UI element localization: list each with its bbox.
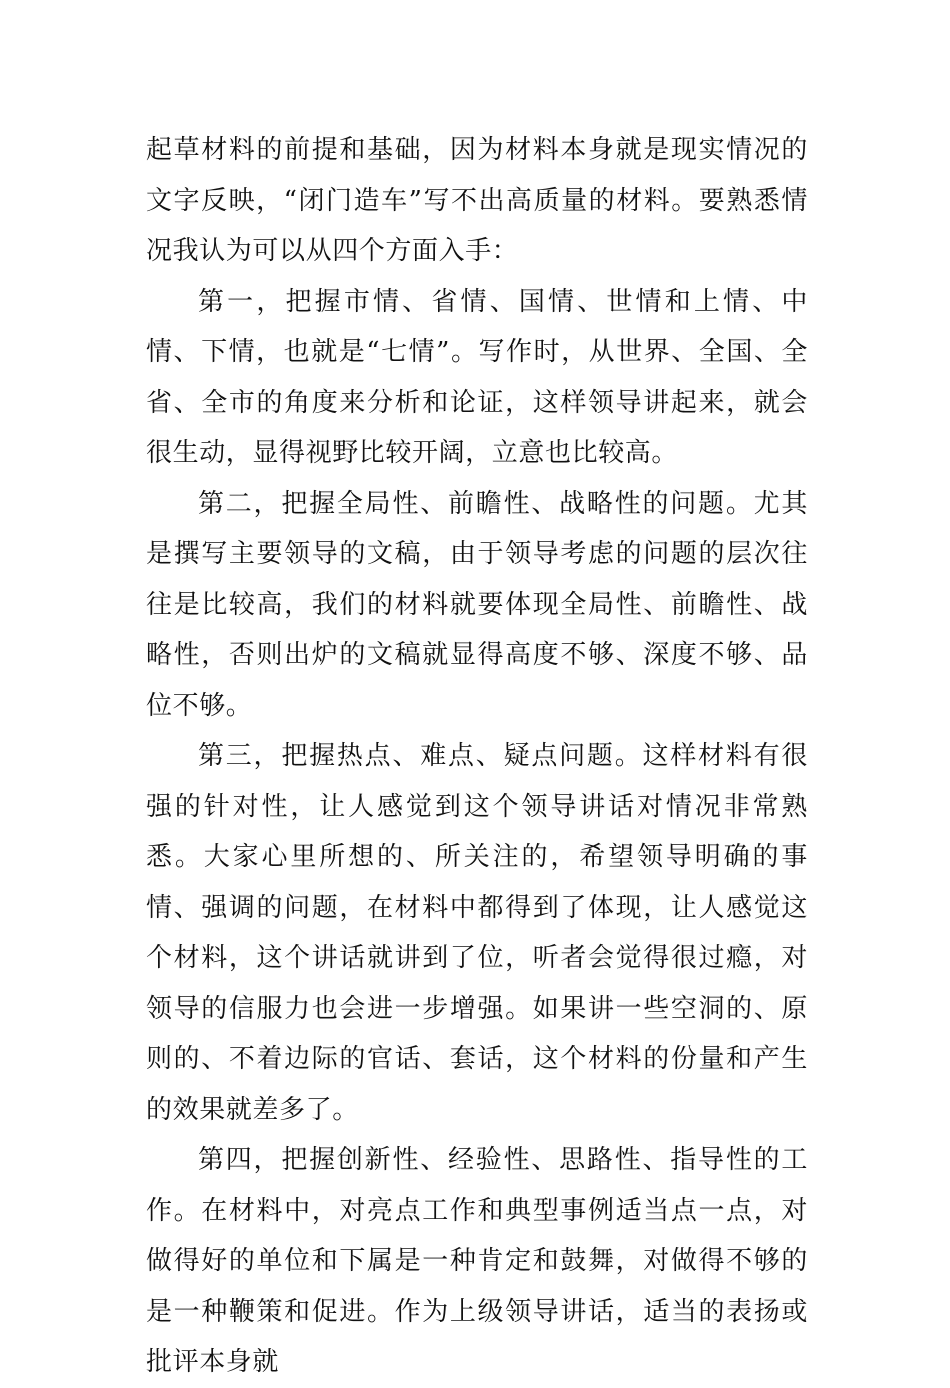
document-body (146, 125, 808, 1388)
paragraph-point-one: 第一，把握市情、省情、国情、世情和上情、中情、下情，也就是“七情”。写作时，从世界、全国、全省、全市的角度来分析和论证，这样领导讲起来，就会很生动，显得视野比较开阔，立意也比较高。 (146, 286, 808, 468)
paragraph-continuation: 起草材料的前提和基础，因为材料本身就是现实情况的文字反映，“闭门造车”写不出高质量的材料。要熟悉情况我认为可以从四个方面入手： (146, 135, 808, 266)
paragraph-point-four: 第四，把握创新性、经验性、思路性、指导性的工作。在材料中，对亮点工作和典型事例适当点一点，对做得好的单位和下属是一种肯定和鼓舞，对做得不够的是一种鞭策和促进。作为上级领导讲话，适当的表扬或批评本身就 (146, 1145, 808, 1377)
paragraph-point-three: 第三，把握热点、难点、疑点问题。这样材料有很强的针对性，让人感觉到这个领导讲话对情况非常熟悉。大家心里所想的、所关注的，希望领导明确的事情、强调的问题，在材料中都得到了体现，让人感觉这个材料，这个讲话就讲到了位，听者会觉得很过瘾，对领导的信服力也会进一步增强。如果讲一些空洞的、原则的、不着边际的官话、套话，这个材料的份量和产生的效果就差多了。 (146, 741, 808, 1125)
paragraph-point-two: 第二，把握全局性、前瞻性、战略性的问题。尤其是撰写主要领导的文稿，由于领导考虑的问题的层次往往是比较高，我们的材料就要体现全局性、前瞻性、战略性，否则出炉的文稿就显得高度不够、深度不够、品位不够。 (146, 488, 808, 721)
